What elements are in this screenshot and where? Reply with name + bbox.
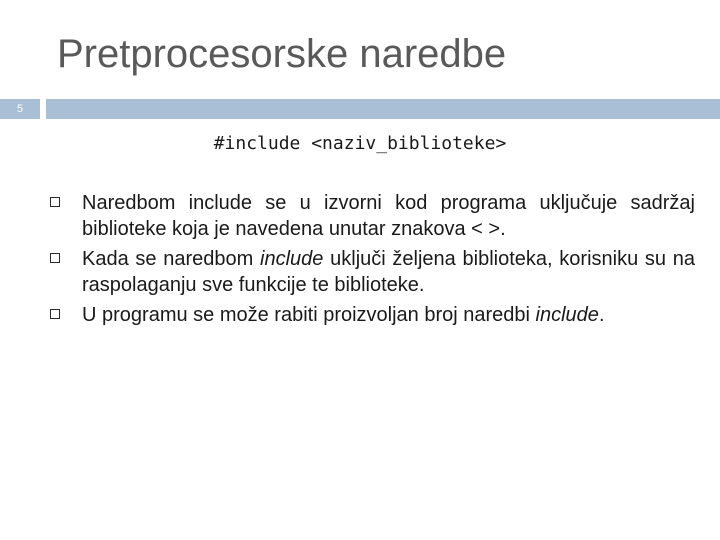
bullet-item <box>50 190 695 242</box>
page-number-box <box>0 99 40 119</box>
hollow-square-bullet-icon <box>50 197 60 207</box>
bullet-text-part: U programu se može rabiti proizvoljan broj naredbi <box>82 304 536 326</box>
bullet-text <box>82 246 695 298</box>
bullet-item <box>50 302 695 328</box>
bullet-keyword-include: include <box>535 304 599 326</box>
bullet-text <box>82 302 695 328</box>
header-divider-bar <box>46 99 720 119</box>
bullet-text-part: Kada se naredbom <box>82 248 261 270</box>
hollow-square-bullet-icon <box>50 253 60 263</box>
bullet-list <box>50 190 695 328</box>
bullet-text: Naredbom include se u izvorni kod programa uključuje sadržaj biblioteke koja je navedena unutar znakova < >. <box>82 192 695 240</box>
bullet-keyword-include: include <box>260 248 324 270</box>
code-line: #include <naziv_biblioteke> <box>213 133 507 154</box>
bullet-item <box>50 246 695 298</box>
slide-title: Pretprocesorske naredbe <box>57 32 507 76</box>
bullet-text-part: uključi željena biblioteka, korisniku su na raspolaganju sve funkcije te biblioteke. <box>82 248 695 296</box>
bullet-text-part: . <box>598 304 605 326</box>
hollow-square-bullet-icon <box>50 309 60 319</box>
page-number: 5 <box>16 103 24 115</box>
